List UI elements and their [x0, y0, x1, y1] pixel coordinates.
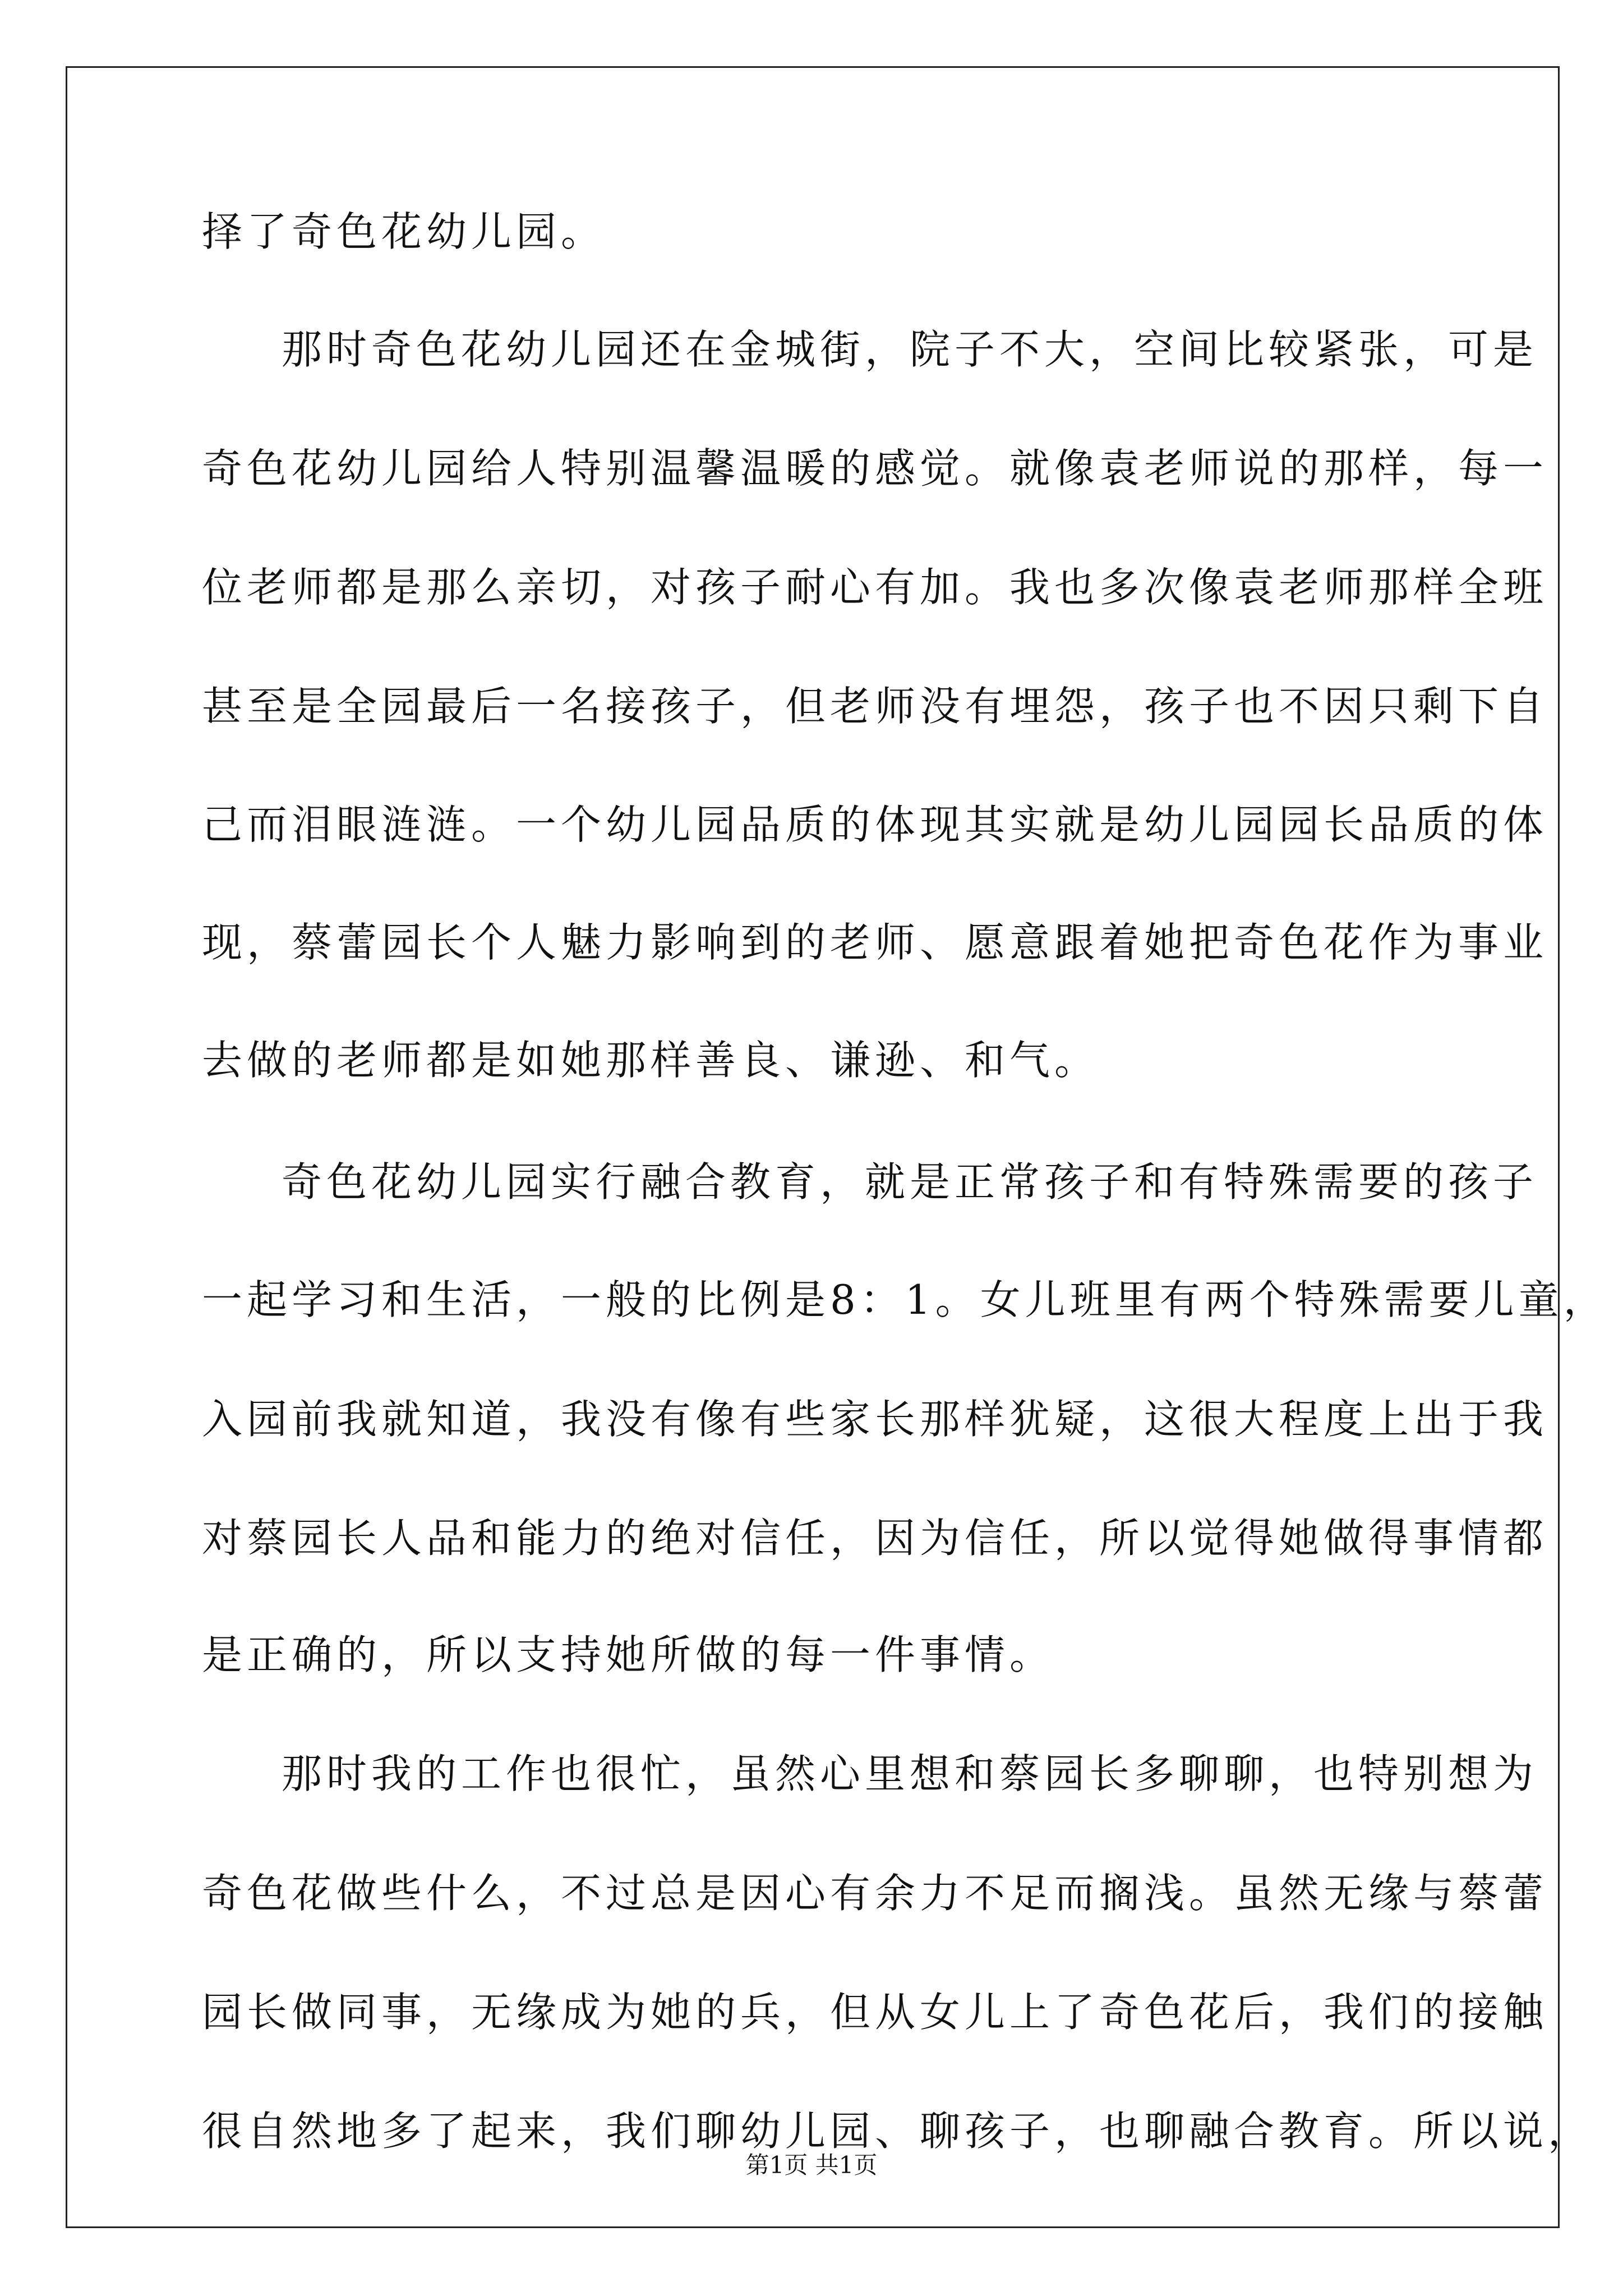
- page-footer: 第1页 共1页: [745, 2151, 878, 2179]
- text-line: 甚至是全园最后一名接孩子，但老师没有埋怨，孩子也不因只剩下自: [202, 683, 1548, 730]
- paragraph-first-line: 那时奇色花幼儿园还在金城街，院子不大，空间比较紧张，可是: [282, 326, 1538, 373]
- text-line: 一起学习和生活，一般的比例是8：1。女儿班里有两个特殊需要儿童，: [202, 1276, 1608, 1323]
- text-line: 奇色花幼儿园给人特别温馨温暖的感觉。就像袁老师说的那样，每一: [202, 445, 1548, 492]
- paragraph-first-line: 那时我的工作也很忙，虽然心里想和蔡园长多聊聊，也特别想为: [282, 1750, 1538, 1797]
- text-line: 位老师都是那么亲切，对孩子耐心有加。我也多次像袁老师那样全班: [202, 564, 1548, 611]
- text-line: 入园前我就知道，我没有像有些家长那样犹疑，这很大程度上出于我: [202, 1396, 1548, 1443]
- text-line: 是正确的，所以支持她所做的每一件事情。: [202, 1631, 1055, 1678]
- text-line: 去做的老师都是如她那样善良、谦逊、和气。: [202, 1037, 1100, 1084]
- text-line: 奇色花做些什么，不过总是因心有余力不足而搁浅。虽然无缘与蔡蕾: [202, 1870, 1548, 1917]
- text-line: 园长做同事，无缘成为她的兵，但从女儿上了奇色花后，我们的接触: [202, 1989, 1548, 2036]
- text-line: 很自然地多了起来，我们聊幼儿园、聊孩子，也聊融合教育。所以说，: [202, 2108, 1593, 2155]
- paragraph-first-line: 奇色花幼儿园实行融合教育，就是正常孩子和有特殊需要的孩子: [282, 1158, 1538, 1205]
- text-line: 己而泪眼涟涟。一个幼儿园品质的体现其实就是幼儿园园长品质的体: [202, 801, 1548, 848]
- text-line: 择了奇色花幼儿园。: [202, 208, 606, 255]
- text-line: 现，蔡蕾园长个人魅力影响到的老师、愿意跟着她把奇色花作为事业: [202, 919, 1548, 966]
- text-line: 对蔡园长人品和能力的绝对信任，因为信任，所以觉得她做得事情都: [202, 1515, 1548, 1562]
